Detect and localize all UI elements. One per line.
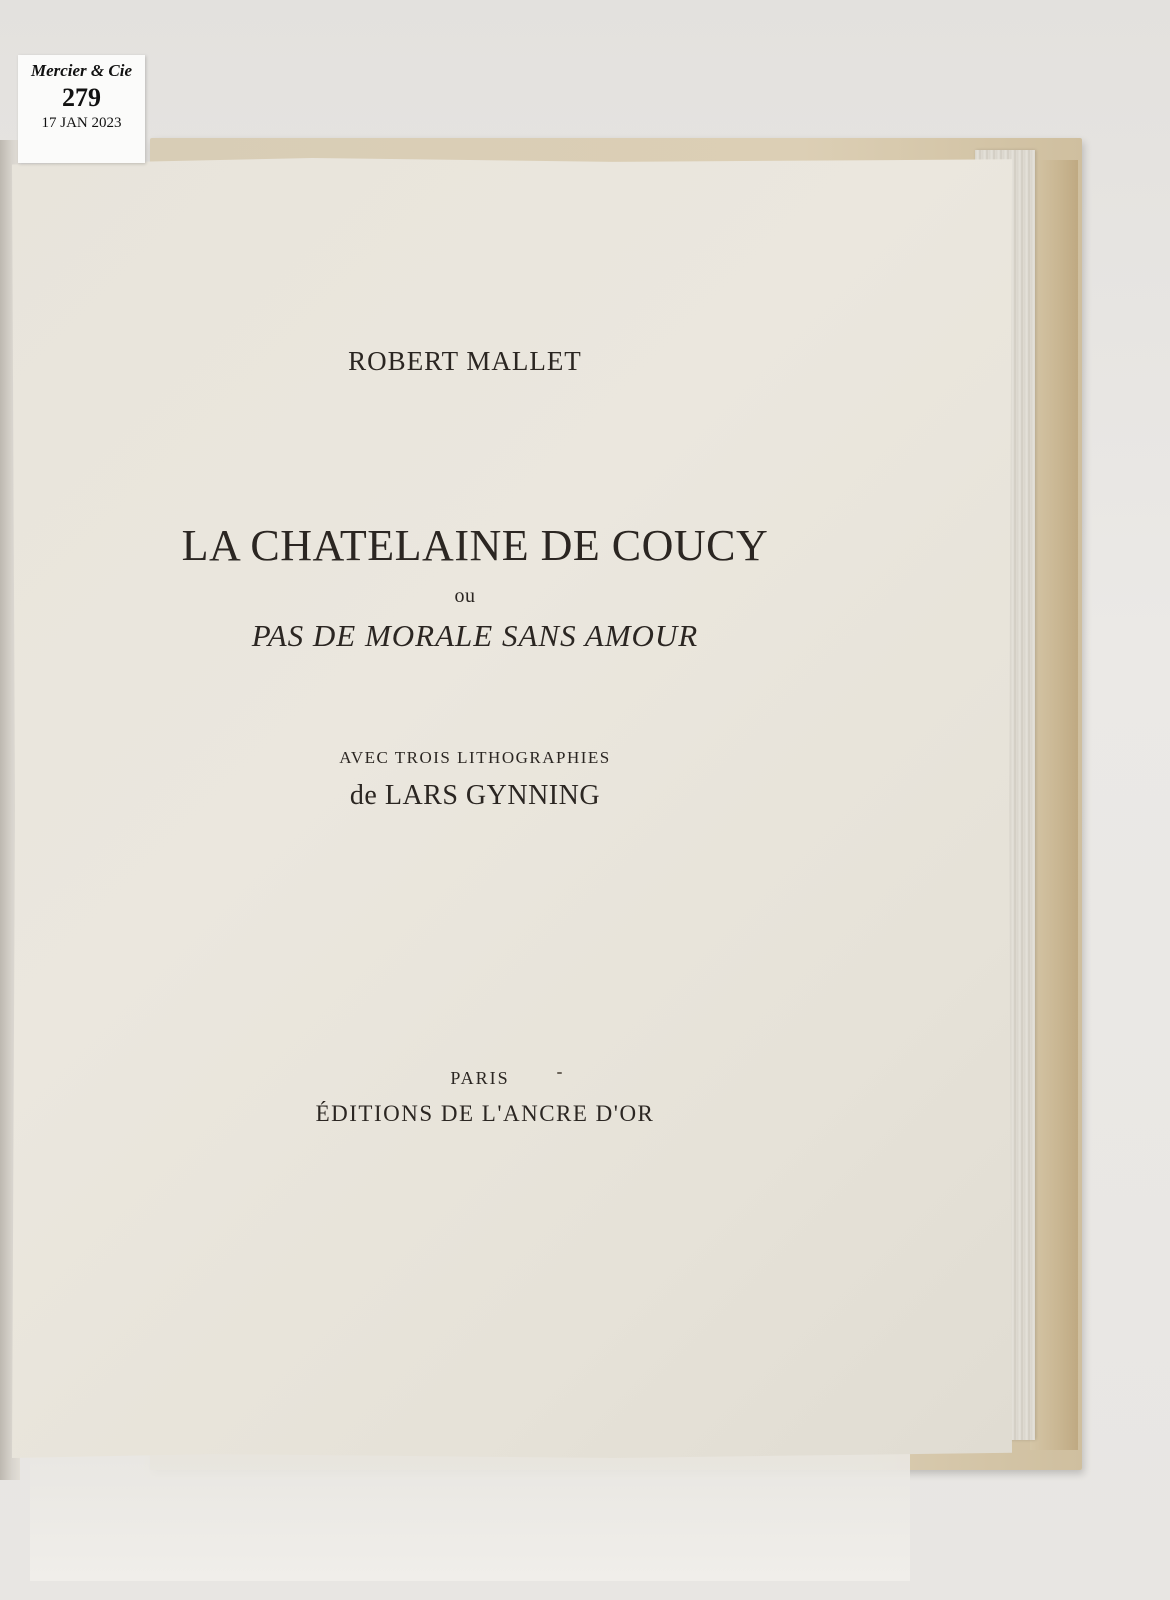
illustrator-name: de LARS GYNNING xyxy=(349,780,601,811)
publication-city: PARIS xyxy=(450,1068,510,1088)
title-connector: ou xyxy=(454,585,476,607)
illustration-note: AVEC TROIS LITHOGRAPHIES xyxy=(339,748,611,767)
paper-speck xyxy=(557,1072,562,1074)
auction-lot-label xyxy=(18,55,145,163)
publisher-name: ÉDITIONS DE L'ANCRE D'OR xyxy=(315,1101,655,1126)
author-name: ROBERT MALLET xyxy=(348,346,582,376)
lot-number: 279 xyxy=(62,83,101,112)
book-title: LA CHATELAINE DE COUCY xyxy=(181,521,769,570)
auction-house-name: Mercier & Cie xyxy=(30,61,133,80)
tissue-sheet xyxy=(30,1440,910,1581)
book-subtitle: PAS DE MORALE SANS AMOUR xyxy=(251,618,699,653)
auction-date: 17 JAN 2023 xyxy=(41,115,122,131)
folder-cover-edge xyxy=(1030,160,1078,1450)
